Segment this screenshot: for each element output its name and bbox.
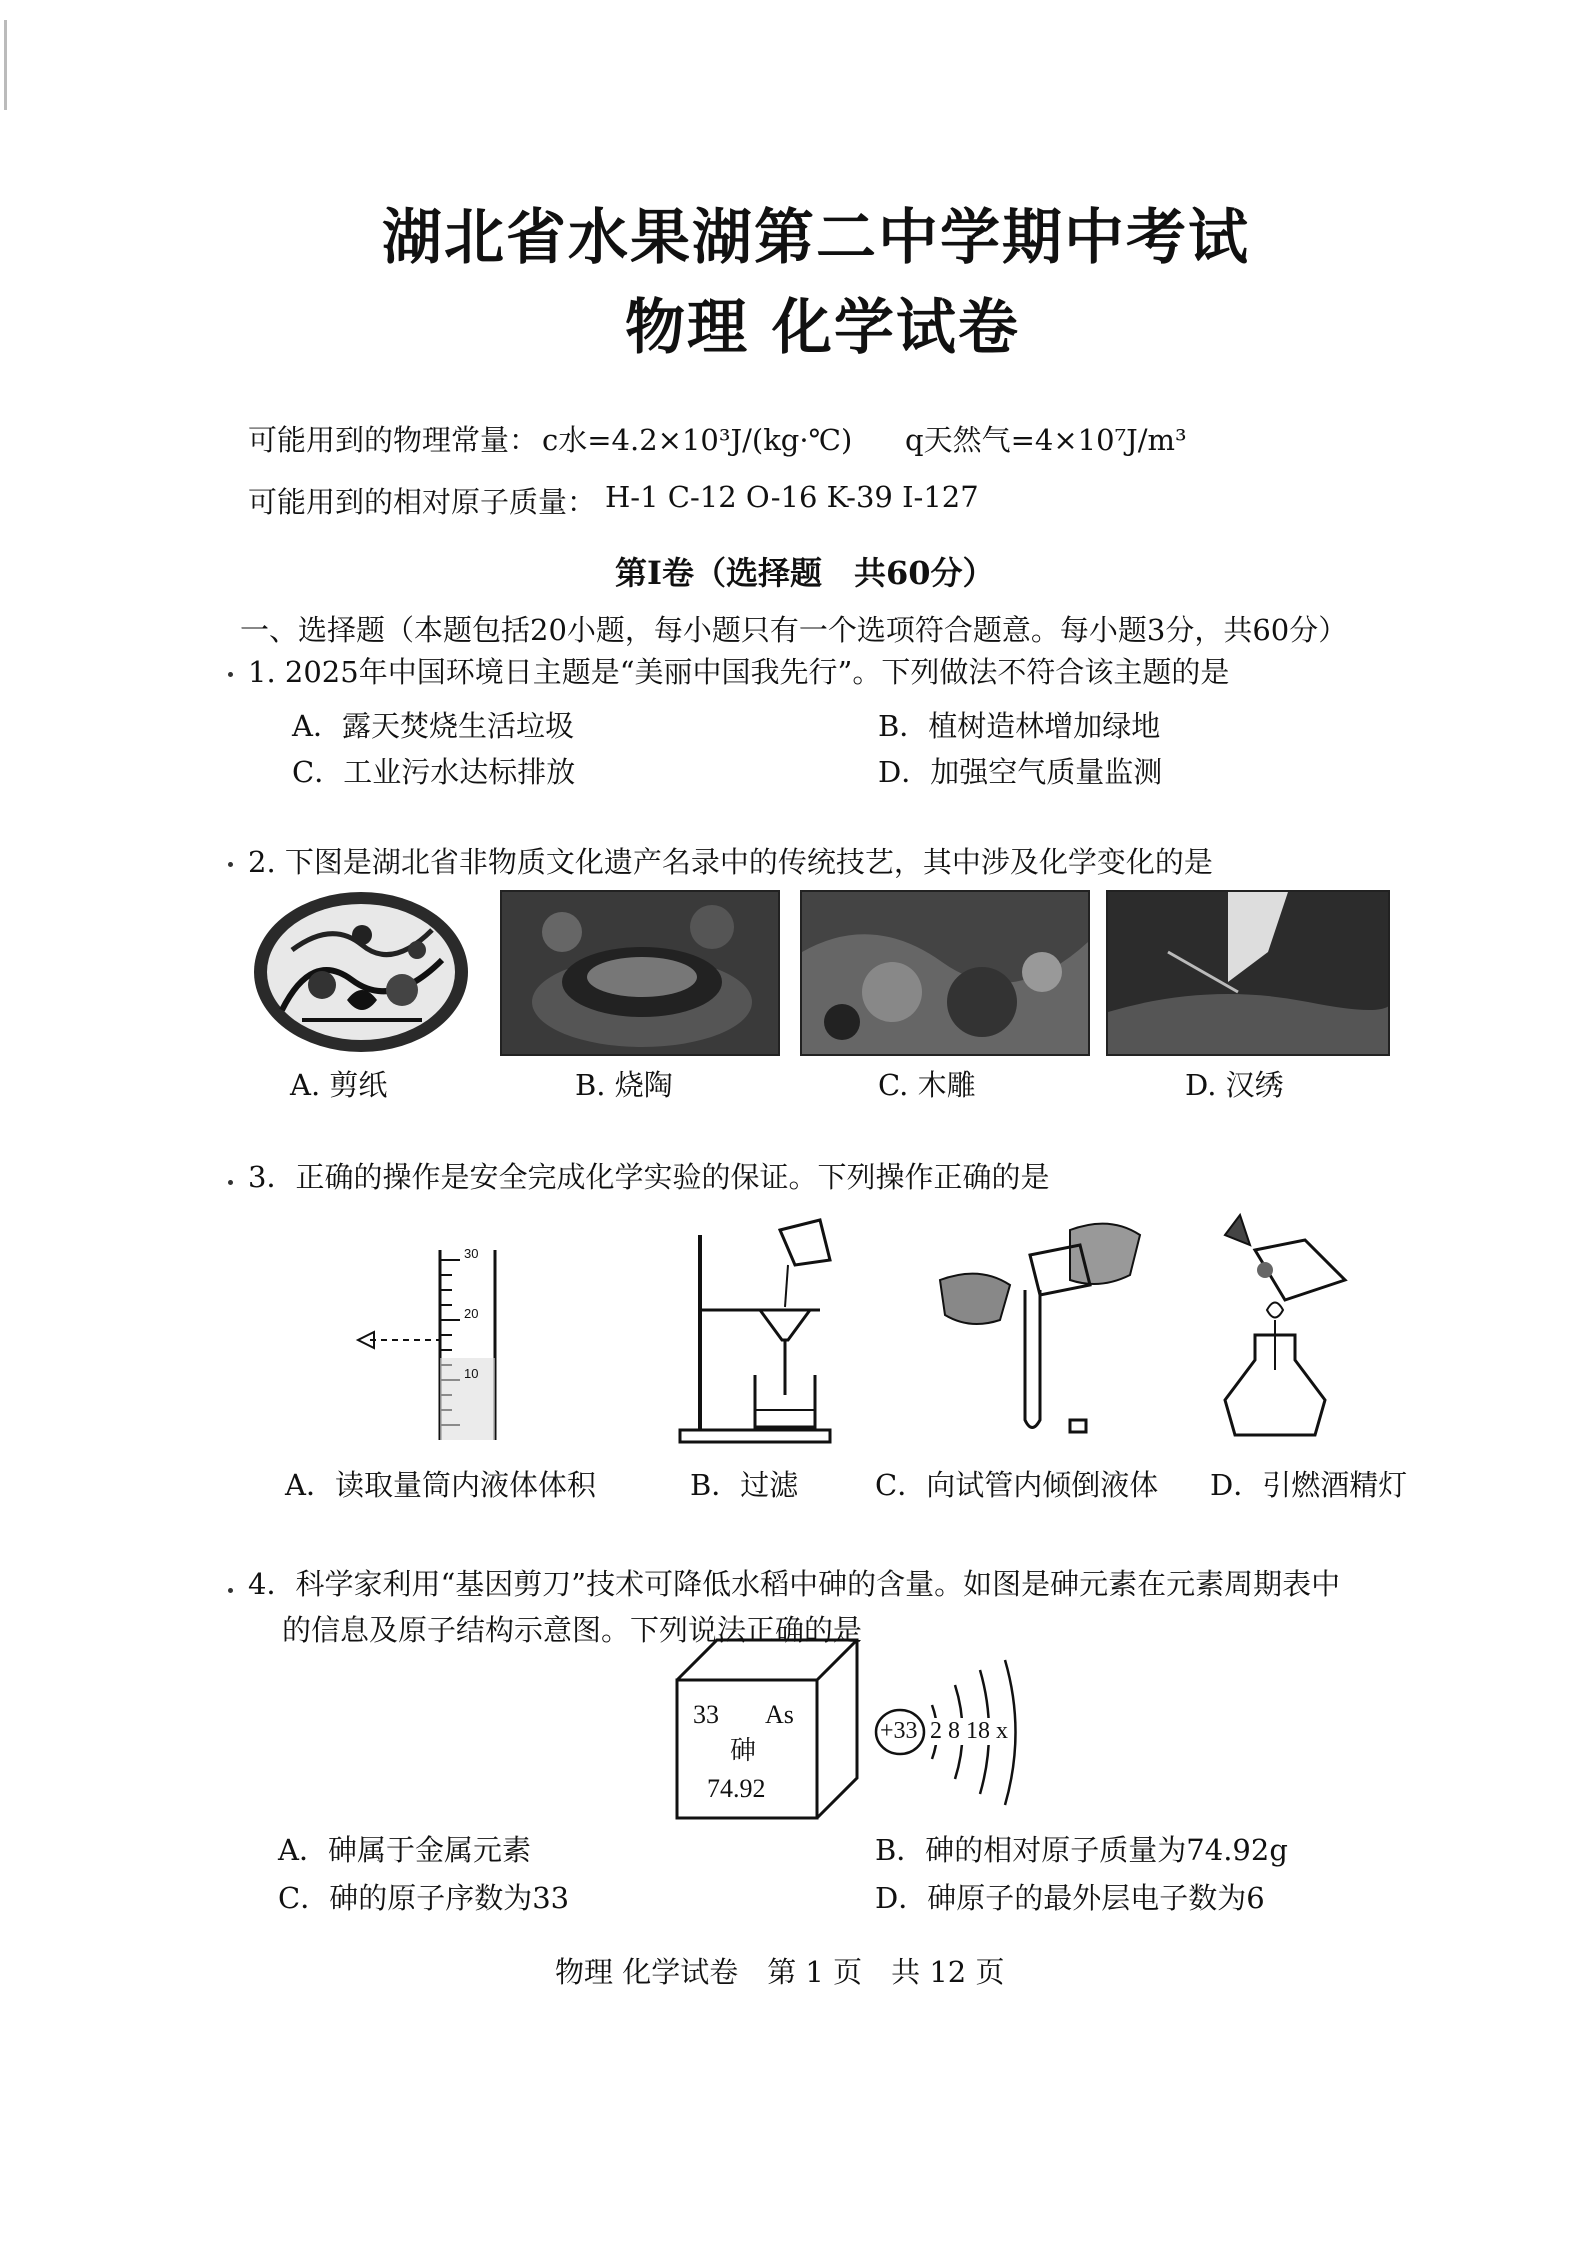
scan-edge [4, 20, 7, 110]
cylinder-diagram [340, 1240, 520, 1450]
question-1-stem: 1. 2025年中国环境日主题是“美丽中国我先行”。下列做法不符合该主题的是 [248, 655, 1230, 689]
electron-shells: 2 8 18 x [930, 1718, 1008, 1744]
q1-option-d: D．加强空气质量监测 [878, 755, 1163, 789]
q4-option-c: C．砷的原子序数为33 [278, 1881, 570, 1915]
question-mark-dot [228, 1180, 233, 1185]
c-water-constant: c水=4.2×10³J/(kg·℃) [542, 423, 853, 457]
question-4-stem-line2: 的信息及原子结构示意图。下列说法正确的是 [282, 1613, 863, 1647]
q4-option-d: D．砷原子的最外层电子数为6 [875, 1881, 1265, 1915]
q-gas-constant: q天然气=4×10⁷J/m³ [905, 423, 1187, 457]
q4-option-b: B．砷的相对原子质量为74.92g [875, 1833, 1288, 1867]
pouring-diagram [930, 1210, 1170, 1450]
atomic-number: 33 [693, 1700, 719, 1729]
q3-option-a: A．读取量筒内液体体积 [285, 1468, 596, 1502]
q2-option-d: D. 汉绣 [1185, 1068, 1284, 1102]
question-mark-dot [228, 672, 233, 677]
section-instruction: 一、选择题（本题包括20小题，每小题只有一个选项符合题意。每小题3分，共60分） [240, 613, 1348, 647]
q1-option-b: B．植树造林增加绿地 [878, 709, 1161, 743]
question-mark-dot [228, 862, 233, 867]
page-title-line1: 湖北省水果湖第二中学期中考试 [382, 203, 1250, 273]
q3-option-c: C．向试管内倾倒液体 [875, 1468, 1159, 1502]
page-title-line2: 物理 化学试卷 [625, 293, 1020, 363]
q2-option-c: C. 木雕 [878, 1068, 976, 1102]
section-title: 第Ⅰ卷（选择题 共60分） [615, 554, 995, 592]
q1-option-a: A．露天焚烧生活垃圾 [292, 709, 574, 743]
alcohol-lamp-diagram [1195, 1210, 1395, 1450]
cylinder-tick-label: 30 [464, 1246, 479, 1261]
question-4-stem-line1: 4．科学家利用“基因剪刀”技术可降低水稻中砷的含量。如图是砷元素在元素周期表中 [248, 1567, 1341, 1601]
atomic-mass: 74.92 [707, 1774, 766, 1803]
cylinder-tick-label: 10 [464, 1366, 479, 1381]
arsenic-element-card [675, 1638, 860, 1820]
page-footer: 物理 化学试卷 第 1 页 共 12 页 [555, 1955, 1005, 1989]
q2-option-a: A. 剪纸 [290, 1068, 388, 1102]
question-mark-dot [228, 1588, 233, 1593]
question-3-stem: 3．正确的操作是安全完成化学实验的保证。下列操作正确的是 [248, 1160, 1050, 1194]
q4-option-a: A．砷属于金属元素 [278, 1833, 531, 1867]
q3-option-d: D．引燃酒精灯 [1210, 1468, 1408, 1502]
q2-option-b: B. 烧陶 [575, 1068, 673, 1102]
atomic-masses: H-1 C-12 O-16 K-39 I-127 [605, 480, 979, 514]
element-symbol: As [765, 1700, 794, 1729]
question-2-stem: 2. 下图是湖北省非物质文化遗产名录中的传统技艺，其中涉及化学变化的是 [248, 845, 1213, 879]
element-name: 砷 [730, 1736, 757, 1765]
filtration-diagram [670, 1215, 860, 1450]
embroidery-photo [1106, 890, 1390, 1056]
papercut-photo [252, 890, 470, 1055]
atomic-structure-diagram [870, 1655, 1050, 1810]
q3-option-b: B．过滤 [690, 1468, 799, 1502]
atomic-mass-label: 可能用到的相对原子质量： [248, 485, 597, 519]
pottery-photo [500, 890, 780, 1056]
woodcarving-photo [800, 890, 1090, 1056]
physics-constants-label: 可能用到的物理常量： [248, 423, 539, 457]
cylinder-tick-label: 20 [464, 1306, 479, 1321]
q1-option-c: C．工业污水达标排放 [292, 755, 576, 789]
nucleus-charge: +33 [880, 1718, 918, 1744]
